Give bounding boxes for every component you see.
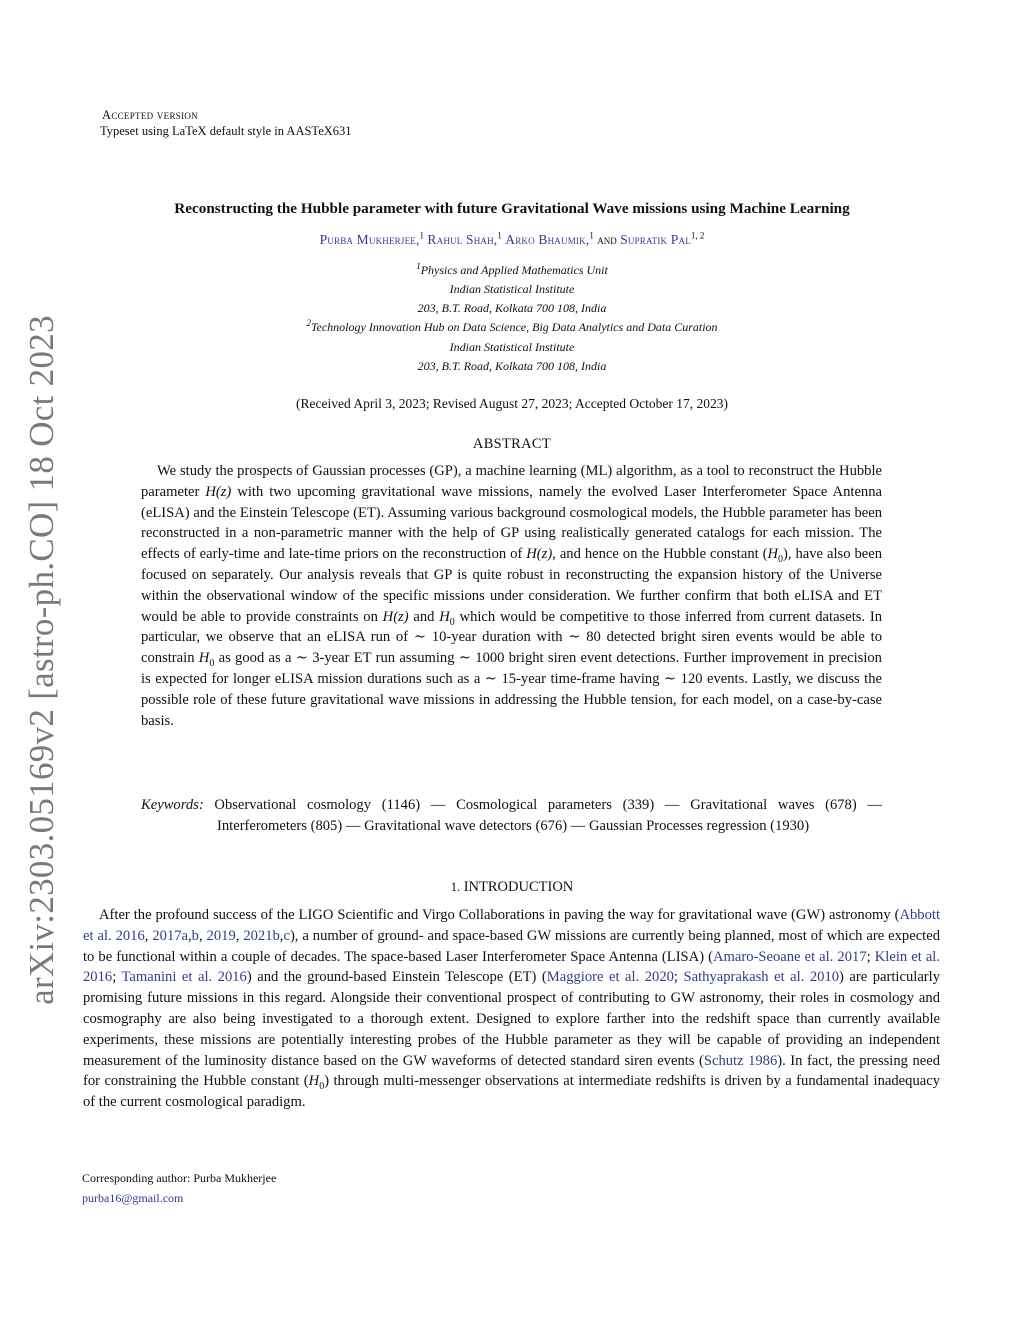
citation-link[interactable]: Amaro-Seoane et al. 2017 (713, 948, 867, 965)
corresponding-author: Corresponding author: Purba Mukherjee (82, 1171, 277, 1185)
citation-link[interactable]: Schutz 1986 (703, 1052, 778, 1069)
math-hz: H(z) (382, 608, 409, 625)
author-email-link[interactable]: purba16@gmail.com (82, 1191, 184, 1205)
affiliation-mark: 1 (416, 261, 421, 271)
typeset-suffix: default style in AASTeX631 (206, 124, 352, 138)
affiliation-line (0, 263, 1024, 278)
math-h0: $H_0$ (439, 608, 455, 628)
affiliation-line (0, 301, 1024, 316)
author-name[interactable]: Rahul Shah, (427, 232, 498, 247)
abstract-heading: ABSTRACT (472, 436, 552, 452)
citation-link[interactable]: b (191, 927, 199, 944)
math-h0: $H_0$ (767, 546, 784, 566)
citation-link[interactable]: 2019 (206, 927, 236, 944)
keywords-label: Keywords: (141, 797, 204, 813)
authors-and: and (597, 232, 617, 247)
math-hz: H(z) (526, 546, 553, 563)
citation-link[interactable]: 2021b (243, 927, 280, 944)
citation-link[interactable]: Tamanini et al. 2016 (121, 969, 247, 986)
author-name[interactable]: Supratik Pal (620, 232, 691, 247)
citation-link[interactable]: Klein et al. 2016 (83, 948, 941, 986)
introduction-body: After the profound success of the LIGO Scientific and Virgo Collaborations in paving the way for gravitational wave (GW) astronomy (Abbott et al. 2016, 2017a,b, 2019, 2021b,c), a number of ground- and space-based GW missions are currently being planned, most of which are expected to be functional within a couple of decades. The space-based Laser Interferometer Space Antenna (LISA) (Amaro-Seoane et al. 2017; Klein et al. 2016; Tamanini et al. 2016) and the ground-based Einstein Telescope (ET) (Maggiore et al. 2020; Sathyaprakash et al. 2010) are particularly promising future missions in this regard. Alongside their conventional prospect of contributing to GW astronomy, their roles in cosmology and cosmography are also being investigated to a thorough extent. Designed to explore farther into the redshift space than currently available experiments, these missions are potentially interesting probes of the Hubble parameter as they will be capable of providing an independent measurement of the luminosity distance based on the GW waveforms of detected standard siren events (Schutz 1986). In fact, the pressing need for constraining the Hubble constant $(H_0)$ through multi-messenger observations at intermediate redshifts is driven by a fundamental inadequacy of the current cosmological paradigm. (83, 907, 941, 1111)
citation-link[interactable]: 2017a (152, 927, 189, 944)
affiliation-line (0, 282, 1024, 297)
arxiv-id-text: arXiv:2303.05169v2 [astro-ph.CO] 18 Oct 2023 (22, 315, 61, 1005)
section-number: 1. (450, 880, 461, 894)
citation-link[interactable]: Abbott et al. 2016 (83, 907, 940, 944)
author-affiliation-mark: 1 (419, 230, 425, 241)
affiliation-text: 203, B.T. Road, Kolkata 700 108, India (417, 301, 607, 315)
affiliation-mark: 2 (306, 318, 311, 328)
math-h0: $H_0$ (308, 1073, 325, 1093)
latex-logo: LaTeX (172, 124, 207, 138)
received-dates: (Received April 3, 2023; Revised August 27, 2023; Accepted October 17, 2023) (296, 396, 728, 411)
keywords-text: Observational cosmology (1146) — Cosmological parameters (339) — Gravitational waves (678) — Interferometers (805) — Gravitational wave detectors (676) — Gaussian Processes regression (1930) (203, 797, 882, 834)
affiliation-line (0, 340, 1024, 355)
affiliation-text: 203, B.T. Road, Kolkata 700 108, India (417, 359, 607, 373)
math-hz: H(z) (205, 483, 232, 500)
typeset-note (100, 124, 352, 139)
abstract-body: We study the prospects of Gaussian processes (GP), a machine learning (ML) algorithm, as a tool to reconstruct the Hubble parameter H(z) with two upcoming gravitational wave missions, namely the evolved Laser Interferometer Space Antenna (eLISA) and the Einstein Telescope (ET). Assuming various background cosmological models, the Hubble parameter has been reconstructed in a non-parametric manner with the help of GP using realistically generated catalogs for each mission. The effects of early-time and late-time priors on the reconstruction of H(z), and hence on the Hubble constant $(H_0)$, have also been focused on separately. Our analysis reveals that GP is quite robust in reconstructing the expansion history of the Universe within the observational window of the specific missions under consideration. We further confirm that both eLISA and ET would be able to provide constraints on H(z) and $H_0$ which would be competitive to those inferred from current datasets. In particular, we observe that an eLISA run of ∼ 10-year duration with ∼ 80 detected bright siren events would be able to constrain $H_0$ as good as a ∼ 3-year ET run assuming ∼ 1000 bright siren event detections. Further improvement in precision is expected for longer eLISA mission durations such as a ∼ 15-year time-frame having ∼ 120 events. Lastly, we discuss the possible role of these future gravitational wave missions in addressing the Hubble tension, for each model, on a case-by-case basis. (141, 463, 883, 729)
author-affiliation-mark: 1, 2 (690, 230, 705, 241)
author-affiliation-mark: 1 (497, 230, 502, 241)
affiliation-line (0, 320, 1024, 335)
citation-link[interactable]: Maggiore et al. 2020 (546, 969, 674, 986)
author-name[interactable]: Arko Bhaumik, (505, 232, 590, 247)
affiliation-text: Technology Innovation Hub on Data Science, Big Data Analytics and Data Curation (310, 320, 718, 334)
keywords-block (141, 795, 882, 837)
affiliation-text: Indian Statistical Institute (449, 282, 575, 296)
paper-title: Reconstructing the Hubble parameter with future Gravitational Wave missions using Machine Learning (174, 200, 850, 217)
section-title: INTRODUCTION (463, 879, 574, 895)
affiliation-line (0, 359, 1024, 374)
math-h0: $H_0$ (198, 650, 215, 670)
affiliation-text: Indian Statistical Institute (449, 340, 575, 354)
author-list (0, 232, 1024, 248)
typeset-prefix: Typeset using (100, 124, 173, 138)
affiliation-text: Physics and Applied Mathematics Unit (420, 263, 608, 277)
section-heading-introduction (0, 879, 1024, 896)
author-affiliation-mark: 1 (589, 230, 594, 241)
accepted-version-label: Accepted version (102, 108, 198, 122)
author-name[interactable]: Purba Mukherjee, (319, 232, 420, 247)
citation-link[interactable]: Sathyaprakash et al. 2010 (683, 969, 840, 986)
citation-link[interactable]: c (283, 927, 290, 944)
